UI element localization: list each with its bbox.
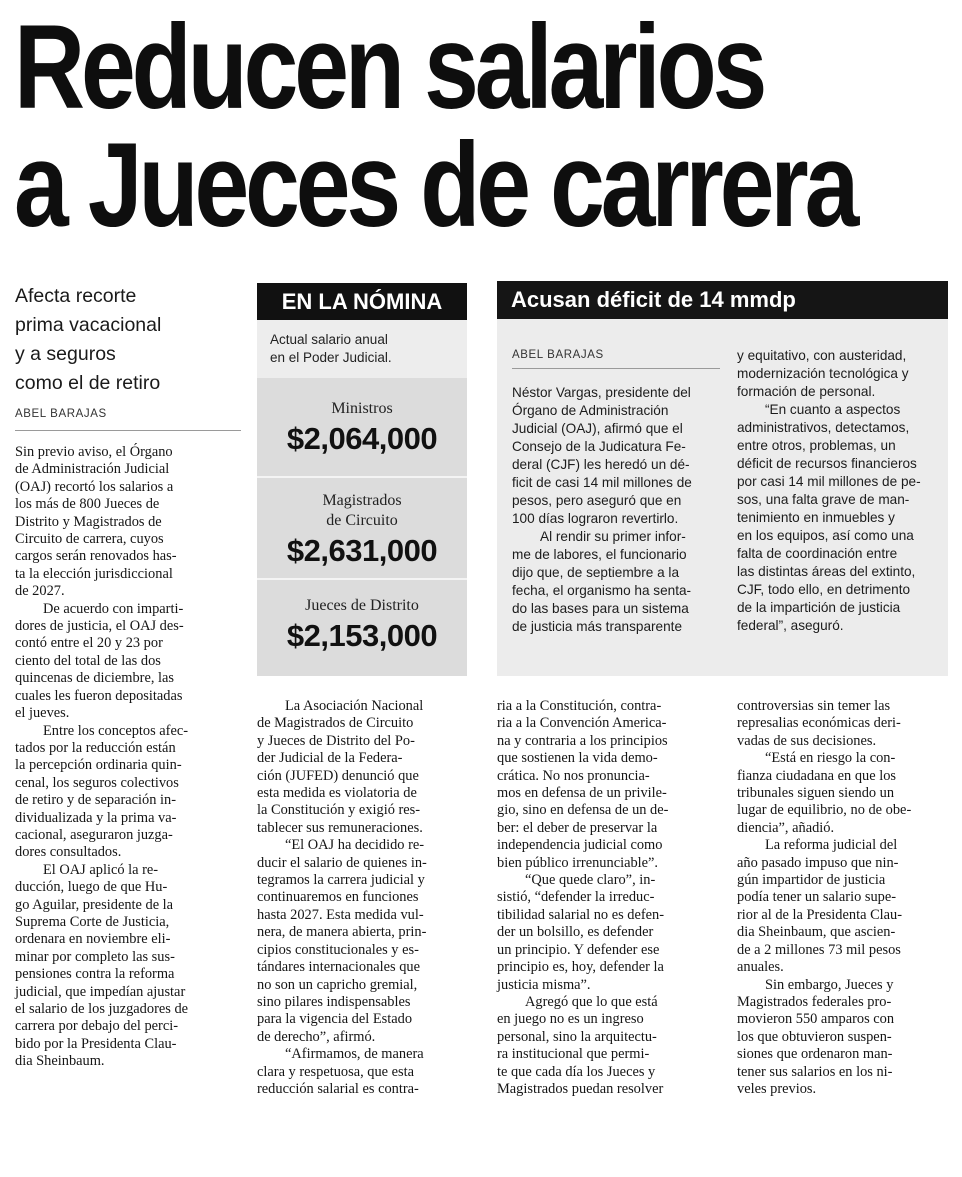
text-line: administrativos, detectamos, [737,420,910,435]
text-line: ria a la Constitución, contra- [497,698,662,714]
text-line: cipios constitucionales y es- [257,941,419,958]
salary-entry-ministros [257,399,467,459]
text-line: Judicial (OAJ), afirmó que el [512,421,683,436]
text-line: veles previos. [737,1080,817,1097]
text-line: Agregó que lo que está [525,993,658,1010]
text-line: ficit de casi 14 mil millones de [512,475,692,490]
text-line: 100 días lograron revertirlo. [512,511,679,526]
salary-divider [257,476,467,478]
text-line: ria a la Convención America- [497,715,667,732]
text-line: vadas de sus decisiones. [737,732,877,749]
text-line: ciento del total de las dos [15,652,161,669]
text-line: esta medida es violatoria de [257,785,417,802]
text-line: me de labores, el funcionario [512,547,687,562]
body-column-4 [737,698,949,1098]
text-line: La Asociación Nacional [285,698,424,714]
salary-value: $2,064,000 [286,421,438,456]
text-line: dia Sheinbaum. [15,1053,105,1070]
text-line: tablecer sus remuneraciones. [257,819,423,836]
text-line: tenimiento en inmuebles y [737,510,895,525]
text-line: Distrito y Magistrados de [15,513,162,530]
text-line: sistió, “defender la irreduc- [497,889,655,906]
text-line: de Magistrados de Circuito [257,715,414,732]
text-line: Néstor Vargas, presidente del [512,385,691,400]
text-line: hasta 2027. Esta medida vul- [257,906,424,923]
text-line: go Aguilar, presidente de la [15,896,174,913]
text-line: independencia judicial como [497,837,663,854]
text-line: ordenara en noviembre eli- [15,931,171,948]
text-line: dividualizada y la prima va- [15,809,177,826]
text-line: Magistrados puedan resolver [497,1080,664,1097]
byline: ABEL BARAJAS [15,408,107,420]
text-line: la percepción ordinaria quin- [15,757,182,774]
text-line: modernización tecnológica y [737,366,909,381]
text-line: quincenas de diciembre, las [15,670,175,687]
text-line: ber: el deber de preservar la [497,819,658,836]
text-line: en los equipos, así como una [737,528,914,543]
text-line: “Afirmamos, de manera [285,1046,424,1063]
text-line: los más de 800 Jueces de [15,496,160,513]
text-line: movieron 550 amparos con [737,1011,895,1028]
text-line: rior al de la Presidenta Clau- [737,906,903,923]
text-line: la Constitución y exigió res- [257,802,421,819]
text-line: de 2027. [15,583,65,600]
text-line: el salario de los juzgadores de [15,1001,189,1017]
text-line: en juego no es un ingreso [497,1011,644,1028]
text-line: cacional, aseguraron juzga- [15,826,173,843]
text-line: dores consultados. [15,844,122,861]
text-line: “En cuanto a aspectos [765,402,901,417]
text-line: continuaremos en funciones [257,889,419,906]
text-line: ción (JUFED) denunció que [257,767,419,784]
text-line: La reforma judicial del [765,837,898,854]
deficit-column-1 [512,384,720,636]
text-line: por casi 14 mil millones de pe- [737,474,921,489]
salary-value: $2,631,000 [286,533,438,568]
text-line: represalias económicas deri- [737,715,901,732]
text-line: do las bases para un sistema [512,601,689,616]
text-line: tribunales siguen siendo un [737,785,895,802]
text-line: de la impartición de justicia [737,600,901,615]
text-line: deral (CJF) les heredó un dé- [512,457,690,472]
text-line: federal”, aseguró. [737,618,844,633]
text-line: (OAJ) recortó los salarios a [15,478,174,495]
text-line: de derecho”, afirmó. [257,1028,376,1045]
text-line: CJF, todo ello, en detrimento [737,582,911,597]
salary-entry-magistrados [257,491,467,571]
text-line: que sostienen la vida demo- [497,750,658,767]
text-line: gún impartidor de justicia [737,872,886,889]
salary-label: de Circuito [326,512,398,529]
salary-label: Ministros [331,400,393,417]
nomina-intro [270,331,460,367]
salary-entry-jueces [257,596,467,656]
text-line: anuales. [737,959,784,976]
text-line: de a 2 millones 73 mil pesos [737,941,901,958]
text-line: las distintas áreas del extinto, [737,564,916,579]
text-line: der un bolsillo, es defender [497,924,654,941]
text-line: podía tener un salario supe- [737,889,897,906]
text-line: judicial, que impedían ajustar [15,983,186,1000]
text-line: cargos serán renovados has- [15,548,177,565]
headline-line-1: Reducen salarios [14,0,764,134]
text-line: Magistrados federales pro- [737,993,892,1010]
text-line: de retiro y de separación in- [15,792,177,809]
text-line: controversias sin temer las [737,698,891,714]
text-line: fianza ciudadana en que los [737,767,897,784]
text-line: te que cada día los Jueces y [497,1063,656,1080]
headline-line-2: a Jueces de carrera [14,118,856,252]
text-line: minar por completo las sus- [15,948,175,965]
text-line: tándares internacionales que [257,959,421,976]
text-line: “Está en riesgo la con- [765,750,896,767]
text-line: Al rendir su primer infor- [540,529,686,544]
text-line: de justicia más transparente [512,619,683,634]
text-line: contó entre el 20 y 23 por [15,635,163,652]
text-line: pensiones contra la reforma [15,966,175,983]
headline [14,0,856,252]
text-line: cuales les fueron depositadas [15,687,183,704]
subheadline [15,282,245,398]
text-line: no son un capricho gremial, [257,976,418,993]
salary-divider [257,578,467,580]
text-line: justicia misma”. [497,976,591,993]
text-line: falta de coordinación entre [737,546,898,561]
text-line: pesos, pero aseguró que en [512,493,682,508]
subhead-line: y a seguros [15,343,116,365]
text-line: bido por la Presidenta Clau- [15,1035,177,1052]
subhead-line: prima vacacional [15,314,162,336]
body-column-1 [15,444,243,1071]
text-line: Entre los conceptos afec- [43,722,189,739]
text-line: bien público irrenunciable”. [497,854,659,871]
text-line: Sin previo aviso, el Órgano [15,444,173,460]
text-line: na y contraria a los principios [497,732,668,749]
text-line: dores de justicia, el OAJ des- [15,618,184,635]
text-line: clara y respetuosa, que esta [257,1063,415,1080]
text-line: sos, una falta grave de man- [737,492,910,507]
text-line: entre otros, problemas, un [737,438,896,453]
text-line: formación de personal. [737,384,876,399]
text-line: el jueves. [15,705,70,722]
text-line: dijo que, de septiembre a la [512,565,680,580]
text-line: Órgano de Administración [512,403,669,418]
text-line: ducir el salario de quienes in- [257,854,427,871]
text-line: de Administración Judicial [15,461,170,478]
nomina-title: EN LA NÓMINA [257,283,467,320]
text-line: año pasado impuso que nin- [737,854,899,871]
text-line: y Jueces de Distrito del Po- [257,732,415,749]
text-line: para la vigencia del Estado [257,1011,413,1028]
text-line: cenal, los seguros colectivos [15,774,179,791]
subhead-line: como el de retiro [15,372,161,394]
text-line: tados por la reducción están [15,739,176,756]
nomina-intro-line: Actual salario anual [270,332,388,347]
text-line: tibilidad salarial no es defen- [497,906,665,923]
text-line: Sin embargo, Jueces y [765,976,894,993]
text-line: crática. No nos pronuncia- [497,767,650,784]
text-line: der Judicial de la Federa- [257,750,403,767]
divider [512,368,720,369]
text-line: tegramos la carrera judicial y [257,872,425,889]
text-line: los que obtuvieron suspen- [737,1028,892,1045]
salary-value: $2,153,000 [286,618,438,653]
divider [15,430,241,431]
body-column-3 [497,698,711,1098]
text-line: un principio. Y defender ese [497,941,660,958]
text-line: “Que quede claro”, in- [525,872,656,889]
text-line: Consejo de la Judicatura Fe- [512,439,686,454]
text-line: De acuerdo con imparti- [43,600,184,617]
text-line: principio es, hoy, defender la [497,959,664,976]
text-line: déficit de recursos financieros [737,456,917,471]
salary-label: Magistrados [322,492,402,509]
body-column-2 [257,698,471,1098]
text-line: El OAJ aplicó la re- [43,861,159,878]
text-line: “El OAJ ha decidido re- [285,837,425,854]
text-line: carrera por debajo del perci- [15,1018,178,1035]
text-line: personal, sino la arquitectu- [497,1028,657,1045]
text-line: y equitativo, con austeridad, [737,348,907,363]
text-line: siones que ordenaron man- [737,1046,893,1063]
nomina-intro-line: en el Poder Judicial. [270,350,392,365]
text-line: Circuito de carrera, cuyos [15,531,164,548]
text-line: nera, de manera abierta, prin- [257,924,427,941]
deficit-title: Acusan déficit de 14 mmdp [497,281,948,319]
text-line: sino pilares indispensables [257,993,411,1010]
text-line: tener sus salarios en los ni- [737,1063,893,1080]
salary-label: Jueces de Distrito [305,597,419,614]
text-line: gio, sino en defensa de un de- [497,802,669,819]
text-line: mos en defensa de un privile- [497,785,667,802]
text-line: Suprema Corte de Justicia, [15,913,170,930]
subhead-line: Afecta recorte [15,285,137,307]
text-line: ra institucional que permi- [497,1046,650,1063]
deficit-byline: ABEL BARAJAS [512,349,604,361]
text-line: diencia”, añadió. [737,819,835,836]
text-line: ducción, luego de que Hu- [15,879,168,896]
text-line: fecha, el organismo ha senta- [512,583,692,598]
deficit-column-2 [737,347,942,635]
text-line: dia Sheinbaum, que ascien- [737,924,896,941]
text-line: lugar de equilibrio, no de obe- [737,802,912,819]
text-line: reducción salarial es contra- [257,1080,419,1097]
text-line: ta la elección jurisdiccional [15,565,173,582]
